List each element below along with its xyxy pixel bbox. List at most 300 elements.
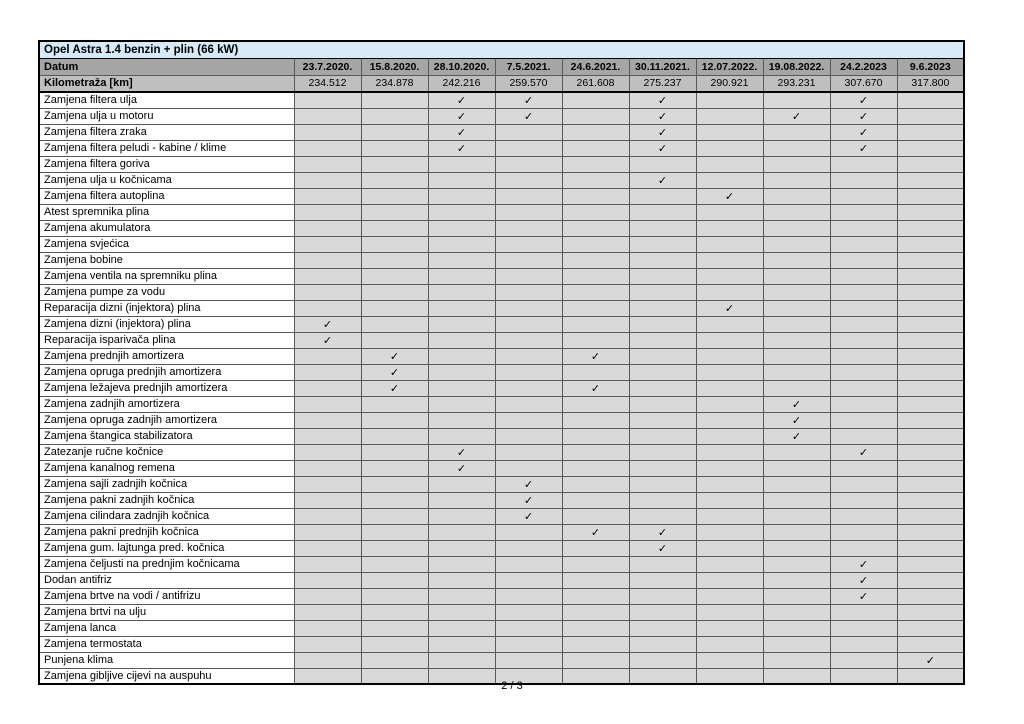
- check-cell: ✓: [763, 428, 830, 444]
- check-cell: [428, 652, 495, 668]
- check-cell: [361, 524, 428, 540]
- table-row: [39, 236, 964, 252]
- check-cell: ✓: [830, 140, 897, 156]
- check-cell: [428, 316, 495, 332]
- check-cell: [361, 236, 428, 252]
- row-label: Zamjena pumpe za vodu: [39, 284, 294, 300]
- check-cell: [562, 636, 629, 652]
- check-cell: [294, 572, 361, 588]
- check-cell: [495, 268, 562, 284]
- check-cell: [361, 412, 428, 428]
- table-row: [39, 156, 964, 172]
- check-cell: [562, 284, 629, 300]
- check-cell: [830, 652, 897, 668]
- check-cell: ✓: [361, 348, 428, 364]
- check-cell: [361, 204, 428, 220]
- row-label: Zamjena brtvi na ulju: [39, 604, 294, 620]
- date-cell: 24.6.2021.: [562, 58, 629, 75]
- check-cell: ✓: [562, 524, 629, 540]
- check-cell: [897, 604, 964, 620]
- check-cell: [294, 348, 361, 364]
- table-row: [39, 588, 964, 604]
- check-cell: [897, 444, 964, 460]
- check-cell: [294, 492, 361, 508]
- check-cell: [830, 604, 897, 620]
- table-row: [39, 364, 964, 380]
- check-cell: [294, 588, 361, 604]
- check-cell: [495, 172, 562, 188]
- check-cell: [897, 300, 964, 316]
- row-label: Zamjena filtera zraka: [39, 124, 294, 140]
- check-cell: [830, 364, 897, 380]
- check-cell: [495, 188, 562, 204]
- check-cell: [428, 412, 495, 428]
- check-cell: [696, 492, 763, 508]
- check-cell: [562, 268, 629, 284]
- table-row: [39, 428, 964, 444]
- check-cell: [763, 524, 830, 540]
- check-cell: [495, 220, 562, 236]
- check-cell: [629, 556, 696, 572]
- check-cell: [629, 460, 696, 476]
- check-cell: [495, 316, 562, 332]
- check-cell: [763, 556, 830, 572]
- row-label: Zamjena prednjih amortizera: [39, 348, 294, 364]
- check-cell: [361, 604, 428, 620]
- check-cell: [629, 396, 696, 412]
- check-cell: [361, 140, 428, 156]
- check-cell: [428, 188, 495, 204]
- table-row: [39, 140, 964, 156]
- check-cell: [294, 284, 361, 300]
- row-label: Reparacija isparivača plina: [39, 332, 294, 348]
- check-cell: [361, 652, 428, 668]
- check-cell: [830, 300, 897, 316]
- row-label: Zamjena pakni prednjih kočnica: [39, 524, 294, 540]
- check-cell: [897, 92, 964, 108]
- check-cell: [294, 476, 361, 492]
- row-label: Zamjena gum. lajtunga pred. kočnica: [39, 540, 294, 556]
- check-cell: ✓: [830, 92, 897, 108]
- check-cell: [629, 652, 696, 668]
- table-row: [39, 284, 964, 300]
- table-row: [39, 108, 964, 124]
- check-cell: [696, 156, 763, 172]
- row-label: Zatezanje ručne kočnice: [39, 444, 294, 460]
- check-cell: [763, 220, 830, 236]
- check-cell: ✓: [294, 332, 361, 348]
- check-cell: [629, 588, 696, 604]
- check-cell: [897, 332, 964, 348]
- check-cell: ✓: [629, 172, 696, 188]
- check-cell: [696, 172, 763, 188]
- check-cell: [495, 636, 562, 652]
- check-cell: [763, 588, 830, 604]
- table-row: [39, 220, 964, 236]
- check-cell: [562, 540, 629, 556]
- row-label: Zamjena filtera goriva: [39, 156, 294, 172]
- check-cell: ✓: [428, 460, 495, 476]
- row-label: Zamjena brtve na vodi / antifrizu: [39, 588, 294, 604]
- check-cell: [294, 204, 361, 220]
- check-cell: ✓: [763, 396, 830, 412]
- check-cell: [428, 476, 495, 492]
- check-cell: [361, 268, 428, 284]
- check-cell: [897, 172, 964, 188]
- check-cell: [562, 92, 629, 108]
- check-cell: ✓: [696, 188, 763, 204]
- check-cell: [562, 156, 629, 172]
- check-cell: [294, 428, 361, 444]
- table-row: [39, 412, 964, 428]
- check-cell: ✓: [428, 92, 495, 108]
- km-cell: 261.608: [562, 75, 629, 92]
- row-label: Atest spremnika plina: [39, 204, 294, 220]
- check-cell: [495, 252, 562, 268]
- table-row: [39, 620, 964, 636]
- check-cell: [562, 508, 629, 524]
- check-cell: [830, 508, 897, 524]
- check-cell: [830, 620, 897, 636]
- check-cell: [428, 588, 495, 604]
- check-cell: [428, 492, 495, 508]
- check-cell: [428, 220, 495, 236]
- check-cell: ✓: [897, 652, 964, 668]
- check-cell: [562, 236, 629, 252]
- check-cell: [763, 124, 830, 140]
- table-row: [39, 556, 964, 572]
- check-cell: [629, 572, 696, 588]
- check-cell: [428, 396, 495, 412]
- check-cell: [294, 620, 361, 636]
- check-cell: [897, 588, 964, 604]
- check-cell: [361, 300, 428, 316]
- row-label: Zamjena zadnjih amortizera: [39, 396, 294, 412]
- check-cell: [897, 124, 964, 140]
- check-cell: [763, 332, 830, 348]
- km-cell: 317.800: [897, 75, 964, 92]
- table-row: [39, 172, 964, 188]
- check-cell: [294, 508, 361, 524]
- table-row: [39, 604, 964, 620]
- check-cell: ✓: [696, 300, 763, 316]
- table-row: [39, 92, 964, 108]
- check-cell: [495, 460, 562, 476]
- check-cell: [562, 364, 629, 380]
- check-cell: [629, 492, 696, 508]
- check-cell: [361, 156, 428, 172]
- date-cell: 12.07.2022.: [696, 58, 763, 75]
- date-cell: 15.8.2020.: [361, 58, 428, 75]
- check-cell: ✓: [830, 588, 897, 604]
- check-cell: [696, 572, 763, 588]
- check-cell: [495, 156, 562, 172]
- check-cell: [562, 588, 629, 604]
- row-label: Zamjena filtera autoplina: [39, 188, 294, 204]
- check-cell: [897, 108, 964, 124]
- row-label: Zamjena pakni zadnjih kočnica: [39, 492, 294, 508]
- table-row: [39, 300, 964, 316]
- check-cell: [428, 604, 495, 620]
- check-cell: [629, 364, 696, 380]
- check-cell: ✓: [495, 108, 562, 124]
- check-cell: ✓: [495, 492, 562, 508]
- check-cell: [897, 188, 964, 204]
- check-cell: ✓: [830, 572, 897, 588]
- check-cell: [495, 540, 562, 556]
- km-cell: 275.237: [629, 75, 696, 92]
- check-cell: [495, 124, 562, 140]
- check-cell: [428, 156, 495, 172]
- check-cell: [294, 172, 361, 188]
- check-cell: [361, 428, 428, 444]
- check-cell: [897, 220, 964, 236]
- check-cell: [495, 380, 562, 396]
- check-cell: ✓: [361, 364, 428, 380]
- check-cell: [562, 300, 629, 316]
- check-cell: [495, 556, 562, 572]
- check-cell: [830, 252, 897, 268]
- check-cell: [294, 396, 361, 412]
- date-cell: 23.7.2020.: [294, 58, 361, 75]
- check-cell: [897, 252, 964, 268]
- check-cell: [763, 316, 830, 332]
- check-cell: [562, 220, 629, 236]
- row-label: Zamjena cilindara zadnjih kočnica: [39, 508, 294, 524]
- km-header-row: [39, 75, 964, 92]
- date-cell: 9.6.2023: [897, 58, 964, 75]
- check-cell: [294, 604, 361, 620]
- km-cell: 293.231: [763, 75, 830, 92]
- check-cell: [562, 316, 629, 332]
- check-cell: [428, 268, 495, 284]
- check-cell: ✓: [495, 476, 562, 492]
- title-row: [39, 41, 964, 58]
- check-cell: [696, 588, 763, 604]
- check-cell: [562, 252, 629, 268]
- check-cell: [763, 140, 830, 156]
- check-cell: [294, 108, 361, 124]
- check-cell: [562, 412, 629, 428]
- row-label: Zamjena akumulatora: [39, 220, 294, 236]
- check-cell: [763, 284, 830, 300]
- check-cell: [495, 204, 562, 220]
- check-cell: [763, 268, 830, 284]
- check-cell: [696, 540, 763, 556]
- check-cell: [361, 588, 428, 604]
- check-cell: ✓: [562, 380, 629, 396]
- check-cell: [629, 156, 696, 172]
- check-cell: ✓: [361, 380, 428, 396]
- check-cell: [830, 460, 897, 476]
- check-cell: ✓: [428, 108, 495, 124]
- check-cell: [495, 652, 562, 668]
- check-cell: [696, 268, 763, 284]
- check-cell: [763, 652, 830, 668]
- check-cell: [696, 396, 763, 412]
- check-cell: [696, 620, 763, 636]
- row-label: Zamjena opruga prednjih amortizera: [39, 364, 294, 380]
- row-label: Zamjena ventila na spremniku plina: [39, 268, 294, 284]
- check-cell: [696, 444, 763, 460]
- check-cell: [696, 476, 763, 492]
- check-cell: ✓: [830, 444, 897, 460]
- check-cell: [428, 172, 495, 188]
- check-cell: [629, 252, 696, 268]
- table-row: [39, 268, 964, 284]
- check-cell: [696, 236, 763, 252]
- row-label: Zamjena čeljusti na prednjim kočnicama: [39, 556, 294, 572]
- check-cell: [495, 236, 562, 252]
- check-cell: [361, 284, 428, 300]
- date-cell: 19.08.2022.: [763, 58, 830, 75]
- row-label: Zamjena filtera ulja: [39, 92, 294, 108]
- check-cell: [897, 636, 964, 652]
- check-cell: [562, 204, 629, 220]
- km-header-label: Kilometraža [km]: [39, 75, 294, 92]
- check-cell: [361, 252, 428, 268]
- check-cell: [696, 604, 763, 620]
- check-cell: [428, 524, 495, 540]
- check-cell: [294, 364, 361, 380]
- row-label: Zamjena termostata: [39, 636, 294, 652]
- row-label: Zamjena gibljive cijevi na auspuhu: [39, 668, 294, 684]
- row-label: Zamjena štangica stabilizatora: [39, 428, 294, 444]
- check-cell: [696, 220, 763, 236]
- service-history-table: [38, 40, 965, 685]
- check-cell: [361, 108, 428, 124]
- check-cell: [830, 172, 897, 188]
- check-cell: [763, 476, 830, 492]
- check-cell: [428, 428, 495, 444]
- date-header-label: Datum: [39, 58, 294, 75]
- check-cell: [629, 316, 696, 332]
- check-cell: [428, 620, 495, 636]
- row-label: Reparacija dizni (injektora) plina: [39, 300, 294, 316]
- row-label: Zamjena ulja u kočnicama: [39, 172, 294, 188]
- check-cell: ✓: [629, 108, 696, 124]
- check-cell: [495, 588, 562, 604]
- check-cell: [696, 428, 763, 444]
- check-cell: [830, 204, 897, 220]
- check-cell: [562, 140, 629, 156]
- check-cell: [897, 572, 964, 588]
- check-cell: [562, 188, 629, 204]
- check-cell: ✓: [428, 140, 495, 156]
- check-cell: [830, 636, 897, 652]
- check-cell: [696, 412, 763, 428]
- check-cell: [294, 156, 361, 172]
- check-cell: [428, 300, 495, 316]
- check-cell: [428, 572, 495, 588]
- check-cell: [763, 252, 830, 268]
- check-cell: [897, 284, 964, 300]
- check-cell: [294, 220, 361, 236]
- check-cell: [294, 268, 361, 284]
- check-cell: [562, 396, 629, 412]
- check-cell: [696, 124, 763, 140]
- check-cell: [495, 332, 562, 348]
- check-cell: ✓: [428, 444, 495, 460]
- check-cell: [361, 172, 428, 188]
- check-cell: [361, 620, 428, 636]
- check-cell: [361, 396, 428, 412]
- check-cell: [361, 476, 428, 492]
- check-cell: [629, 268, 696, 284]
- check-cell: [495, 572, 562, 588]
- date-cell: 7.5.2021.: [495, 58, 562, 75]
- check-cell: [629, 620, 696, 636]
- check-cell: [830, 348, 897, 364]
- check-cell: [294, 124, 361, 140]
- check-cell: [495, 396, 562, 412]
- check-cell: [562, 620, 629, 636]
- check-cell: [763, 92, 830, 108]
- check-cell: [428, 284, 495, 300]
- check-cell: [830, 428, 897, 444]
- check-cell: [629, 300, 696, 316]
- check-cell: [629, 204, 696, 220]
- check-cell: [897, 316, 964, 332]
- check-cell: [294, 556, 361, 572]
- row-label: Zamjena svjećica: [39, 236, 294, 252]
- check-cell: [696, 380, 763, 396]
- check-cell: [562, 428, 629, 444]
- table-row: [39, 460, 964, 476]
- check-cell: [763, 172, 830, 188]
- check-cell: [495, 140, 562, 156]
- check-cell: [763, 620, 830, 636]
- vehicle-title: Opel Astra 1.4 benzin + plin (66 kW): [39, 41, 964, 58]
- check-cell: ✓: [629, 124, 696, 140]
- check-cell: [696, 636, 763, 652]
- check-cell: [830, 476, 897, 492]
- check-cell: [763, 508, 830, 524]
- check-cell: [763, 492, 830, 508]
- check-cell: [897, 524, 964, 540]
- row-label: Punjena klima: [39, 652, 294, 668]
- check-cell: [361, 508, 428, 524]
- table-row: [39, 636, 964, 652]
- table-row: [39, 380, 964, 396]
- check-cell: [629, 380, 696, 396]
- table-row: [39, 572, 964, 588]
- check-cell: [294, 140, 361, 156]
- check-cell: ✓: [562, 348, 629, 364]
- check-cell: [830, 220, 897, 236]
- date-cell: 24.2.2023: [830, 58, 897, 75]
- check-cell: [361, 188, 428, 204]
- check-cell: [897, 236, 964, 252]
- check-cell: [696, 140, 763, 156]
- table-row: [39, 524, 964, 540]
- check-cell: [897, 396, 964, 412]
- check-cell: [629, 476, 696, 492]
- table-row: [39, 348, 964, 364]
- check-cell: [562, 460, 629, 476]
- check-cell: [763, 540, 830, 556]
- check-cell: [763, 636, 830, 652]
- check-cell: [629, 428, 696, 444]
- check-cell: [897, 492, 964, 508]
- km-cell: 290.921: [696, 75, 763, 92]
- check-cell: [562, 444, 629, 460]
- check-cell: ✓: [629, 524, 696, 540]
- check-cell: [294, 236, 361, 252]
- check-cell: [495, 412, 562, 428]
- check-cell: [763, 572, 830, 588]
- check-cell: [562, 604, 629, 620]
